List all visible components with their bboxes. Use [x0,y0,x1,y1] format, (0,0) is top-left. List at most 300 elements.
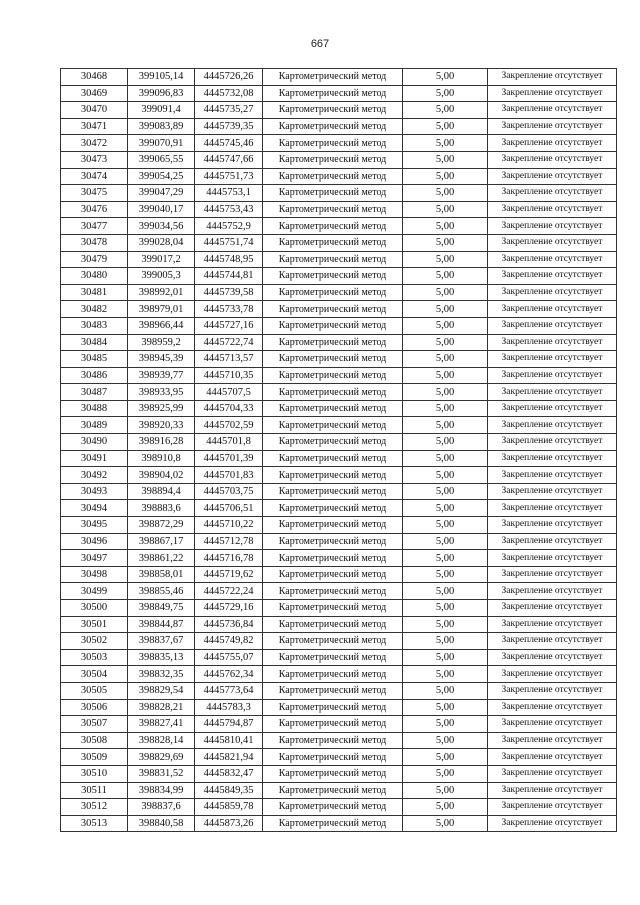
point-number-cell: 30501 [61,616,128,633]
x-coordinate-cell: 398828,14 [128,732,195,749]
y-coordinate-cell: 4445849,35 [195,782,263,799]
accuracy-cell: 5,00 [403,749,488,766]
method-cell: Картометрический метод [263,517,403,534]
x-coordinate-cell: 398920,33 [128,417,195,434]
method-cell: Картометрический метод [263,135,403,152]
point-number-cell: 30473 [61,151,128,168]
method-cell: Картометрический метод [263,633,403,650]
x-coordinate-cell: 399040,17 [128,201,195,218]
fixing-cell: Закрепление отсутствует [488,400,617,417]
y-coordinate-cell: 4445749,82 [195,633,263,650]
y-coordinate-cell: 4445832,47 [195,765,263,782]
x-coordinate-cell: 398883,6 [128,500,195,517]
table-row [61,583,617,600]
table-row [61,533,617,550]
point-number-cell: 30504 [61,666,128,683]
method-cell: Картометрический метод [263,583,403,600]
method-cell: Картометрический метод [263,616,403,633]
y-coordinate-cell: 4445747,66 [195,151,263,168]
point-number-cell: 30507 [61,716,128,733]
fixing-cell: Закрепление отсутствует [488,483,617,500]
point-number-cell: 30487 [61,384,128,401]
fixing-cell: Закрепление отсутствует [488,550,617,567]
fixing-cell: Закрепление отсутствует [488,799,617,816]
y-coordinate-cell: 4445745,46 [195,135,263,152]
x-coordinate-cell: 399083,89 [128,118,195,135]
table-row [61,566,617,583]
x-coordinate-cell: 398979,01 [128,301,195,318]
method-cell: Картометрический метод [263,666,403,683]
point-number-cell: 30480 [61,268,128,285]
table-row [61,218,617,235]
table-row [61,135,617,152]
x-coordinate-cell: 398835,13 [128,649,195,666]
point-number-cell: 30503 [61,649,128,666]
accuracy-cell: 5,00 [403,118,488,135]
table-row [61,301,617,318]
x-coordinate-cell: 398867,17 [128,533,195,550]
accuracy-cell: 5,00 [403,367,488,384]
table-row [61,251,617,268]
method-cell: Картометрический метод [263,600,403,617]
x-coordinate-cell: 399070,91 [128,135,195,152]
accuracy-cell: 5,00 [403,483,488,500]
point-number-cell: 30472 [61,135,128,152]
y-coordinate-cell: 4445821,94 [195,749,263,766]
x-coordinate-cell: 399065,55 [128,151,195,168]
fixing-cell: Закрепление отсутствует [488,367,617,384]
y-coordinate-cell: 4445701,8 [195,434,263,451]
accuracy-cell: 5,00 [403,732,488,749]
fixing-cell: Закрепление отсутствует [488,434,617,451]
table-row [61,517,617,534]
table-row [61,500,617,517]
point-number-cell: 30490 [61,434,128,451]
fixing-cell: Закрепление отсутствует [488,500,617,517]
table-row [61,682,617,699]
point-number-cell: 30470 [61,102,128,119]
table-row [61,666,617,683]
y-coordinate-cell: 4445704,33 [195,400,263,417]
accuracy-cell: 5,00 [403,151,488,168]
table-row [61,649,617,666]
point-number-cell: 30474 [61,168,128,185]
y-coordinate-cell: 4445722,74 [195,334,263,351]
method-cell: Картометрический метод [263,367,403,384]
fixing-cell: Закрепление отсутствует [488,749,617,766]
point-number-cell: 30475 [61,185,128,202]
method-cell: Картометрический метод [263,533,403,550]
accuracy-cell: 5,00 [403,85,488,102]
x-coordinate-cell: 399034,56 [128,218,195,235]
method-cell: Картометрический метод [263,351,403,368]
coordinates-table [60,68,617,832]
table-row [61,334,617,351]
y-coordinate-cell: 4445736,84 [195,616,263,633]
accuracy-cell: 5,00 [403,434,488,451]
accuracy-cell: 5,00 [403,600,488,617]
accuracy-cell: 5,00 [403,550,488,567]
point-number-cell: 30485 [61,351,128,368]
y-coordinate-cell: 4445710,35 [195,367,263,384]
y-coordinate-cell: 4445710,22 [195,517,263,534]
accuracy-cell: 5,00 [403,583,488,600]
table-row [61,450,617,467]
y-coordinate-cell: 4445732,08 [195,85,263,102]
method-cell: Картометрический метод [263,234,403,251]
y-coordinate-cell: 4445762,34 [195,666,263,683]
y-coordinate-cell: 4445712,78 [195,533,263,550]
x-coordinate-cell: 398992,01 [128,284,195,301]
method-cell: Картометрический метод [263,69,403,86]
fixing-cell: Закрепление отсутствует [488,517,617,534]
y-coordinate-cell: 4445739,35 [195,118,263,135]
table-row [61,118,617,135]
fixing-cell: Закрепление отсутствует [488,450,617,467]
x-coordinate-cell: 398837,67 [128,633,195,650]
table-row [61,168,617,185]
x-coordinate-cell: 398832,35 [128,666,195,683]
fixing-cell: Закрепление отсутствует [488,201,617,218]
point-number-cell: 30486 [61,367,128,384]
point-number-cell: 30497 [61,550,128,567]
accuracy-cell: 5,00 [403,69,488,86]
fixing-cell: Закрепление отсутствует [488,682,617,699]
fixing-cell: Закрепление отсутствует [488,633,617,650]
table-row [61,367,617,384]
y-coordinate-cell: 4445701,39 [195,450,263,467]
method-cell: Картометрический метод [263,450,403,467]
accuracy-cell: 5,00 [403,500,488,517]
fixing-cell: Закрепление отсутствует [488,268,617,285]
fixing-cell: Закрепление отсутствует [488,151,617,168]
accuracy-cell: 5,00 [403,699,488,716]
method-cell: Картометрический метод [263,284,403,301]
y-coordinate-cell: 4445706,51 [195,500,263,517]
y-coordinate-cell: 4445701,83 [195,467,263,484]
method-cell: Картометрический метод [263,268,403,285]
y-coordinate-cell: 4445773,64 [195,682,263,699]
y-coordinate-cell: 4445722,24 [195,583,263,600]
accuracy-cell: 5,00 [403,666,488,683]
method-cell: Картометрический метод [263,168,403,185]
y-coordinate-cell: 4445748,95 [195,251,263,268]
table-row [61,600,617,617]
fixing-cell: Закрепление отсутствует [488,384,617,401]
x-coordinate-cell: 398894,4 [128,483,195,500]
y-coordinate-cell: 4445751,74 [195,234,263,251]
table-row [61,317,617,334]
method-cell: Картометрический метод [263,483,403,500]
accuracy-cell: 5,00 [403,815,488,832]
y-coordinate-cell: 4445751,73 [195,168,263,185]
point-number-cell: 30468 [61,69,128,86]
table-row [61,268,617,285]
y-coordinate-cell: 4445739,58 [195,284,263,301]
method-cell: Картометрический метод [263,251,403,268]
x-coordinate-cell: 398945,39 [128,351,195,368]
table-row [61,749,617,766]
y-coordinate-cell: 4445707,5 [195,384,263,401]
x-coordinate-cell: 398861,22 [128,550,195,567]
x-coordinate-cell: 399005,3 [128,268,195,285]
accuracy-cell: 5,00 [403,566,488,583]
table-row [61,234,617,251]
accuracy-cell: 5,00 [403,251,488,268]
fixing-cell: Закрепление отсутствует [488,118,617,135]
y-coordinate-cell: 4445794,87 [195,716,263,733]
table-row [61,201,617,218]
table-row [61,185,617,202]
point-number-cell: 30505 [61,682,128,699]
method-cell: Картометрический метод [263,566,403,583]
accuracy-cell: 5,00 [403,334,488,351]
point-number-cell: 30492 [61,467,128,484]
y-coordinate-cell: 4445733,78 [195,301,263,318]
y-coordinate-cell: 4445735,27 [195,102,263,119]
fixing-cell: Закрепление отсутствует [488,417,617,434]
point-number-cell: 30508 [61,732,128,749]
x-coordinate-cell: 399047,29 [128,185,195,202]
table-row [61,616,617,633]
accuracy-cell: 5,00 [403,799,488,816]
table-row [61,633,617,650]
method-cell: Картометрический метод [263,417,403,434]
table-row [61,384,617,401]
fixing-cell: Закрепление отсутствует [488,218,617,235]
x-coordinate-cell: 398858,01 [128,566,195,583]
x-coordinate-cell: 399091,4 [128,102,195,119]
page-number: 667 [310,38,330,50]
accuracy-cell: 5,00 [403,201,488,218]
x-coordinate-cell: 398837,6 [128,799,195,816]
method-cell: Картометрический метод [263,384,403,401]
y-coordinate-cell: 4445752,9 [195,218,263,235]
point-number-cell: 30491 [61,450,128,467]
point-number-cell: 30488 [61,400,128,417]
table-row [61,550,617,567]
method-cell: Картометрический метод [263,699,403,716]
fixing-cell: Закрепление отсутствует [488,467,617,484]
x-coordinate-cell: 398828,21 [128,699,195,716]
x-coordinate-cell: 398831,52 [128,765,195,782]
point-number-cell: 30506 [61,699,128,716]
accuracy-cell: 5,00 [403,301,488,318]
method-cell: Картометрический метод [263,201,403,218]
point-number-cell: 30483 [61,317,128,334]
point-number-cell: 30494 [61,500,128,517]
table-row [61,782,617,799]
table-row [61,699,617,716]
table-row [61,815,617,832]
method-cell: Картометрический метод [263,765,403,782]
method-cell: Картометрический метод [263,102,403,119]
point-number-cell: 30499 [61,583,128,600]
fixing-cell: Закрепление отсутствует [488,666,617,683]
table-row [61,400,617,417]
x-coordinate-cell: 398939,77 [128,367,195,384]
table-body [61,69,617,832]
point-number-cell: 30496 [61,533,128,550]
accuracy-cell: 5,00 [403,400,488,417]
accuracy-cell: 5,00 [403,682,488,699]
table-row [61,716,617,733]
x-coordinate-cell: 398910,8 [128,450,195,467]
method-cell: Картометрический метод [263,118,403,135]
x-coordinate-cell: 399096,83 [128,85,195,102]
accuracy-cell: 5,00 [403,268,488,285]
accuracy-cell: 5,00 [403,533,488,550]
x-coordinate-cell: 398844,87 [128,616,195,633]
fixing-cell: Закрепление отсутствует [488,566,617,583]
accuracy-cell: 5,00 [403,135,488,152]
y-coordinate-cell: 4445753,43 [195,201,263,218]
table-row [61,85,617,102]
method-cell: Картометрический метод [263,716,403,733]
accuracy-cell: 5,00 [403,467,488,484]
x-coordinate-cell: 398840,58 [128,815,195,832]
accuracy-cell: 5,00 [403,317,488,334]
point-number-cell: 30502 [61,633,128,650]
y-coordinate-cell: 4445716,78 [195,550,263,567]
accuracy-cell: 5,00 [403,716,488,733]
y-coordinate-cell: 4445727,16 [195,317,263,334]
fixing-cell: Закрепление отсутствует [488,334,617,351]
method-cell: Картометрический метод [263,85,403,102]
accuracy-cell: 5,00 [403,633,488,650]
fixing-cell: Закрепление отсутствует [488,301,617,318]
table-row [61,483,617,500]
accuracy-cell: 5,00 [403,782,488,799]
fixing-cell: Закрепление отсутствует [488,351,617,368]
accuracy-cell: 5,00 [403,284,488,301]
x-coordinate-cell: 398827,41 [128,716,195,733]
point-number-cell: 30484 [61,334,128,351]
method-cell: Картометрический метод [263,749,403,766]
accuracy-cell: 5,00 [403,616,488,633]
accuracy-cell: 5,00 [403,649,488,666]
fixing-cell: Закрепление отсутствует [488,284,617,301]
method-cell: Картометрический метод [263,467,403,484]
fixing-cell: Закрепление отсутствует [488,185,617,202]
table-row [61,151,617,168]
method-cell: Картометрический метод [263,218,403,235]
point-number-cell: 30498 [61,566,128,583]
method-cell: Картометрический метод [263,550,403,567]
point-number-cell: 30471 [61,118,128,135]
x-coordinate-cell: 398925,99 [128,400,195,417]
fixing-cell: Закрепление отсутствует [488,135,617,152]
point-number-cell: 30513 [61,815,128,832]
table-row [61,467,617,484]
y-coordinate-cell: 4445783,3 [195,699,263,716]
fixing-cell: Закрепление отсутствует [488,317,617,334]
point-number-cell: 30482 [61,301,128,318]
table-row [61,351,617,368]
y-coordinate-cell: 4445713,57 [195,351,263,368]
method-cell: Картометрический метод [263,301,403,318]
accuracy-cell: 5,00 [403,218,488,235]
point-number-cell: 30493 [61,483,128,500]
x-coordinate-cell: 398959,2 [128,334,195,351]
table-row [61,765,617,782]
x-coordinate-cell: 398855,46 [128,583,195,600]
method-cell: Картометрический метод [263,815,403,832]
x-coordinate-cell: 398933,95 [128,384,195,401]
y-coordinate-cell: 4445719,62 [195,566,263,583]
method-cell: Картометрический метод [263,799,403,816]
x-coordinate-cell: 398829,54 [128,682,195,699]
table-row [61,799,617,816]
fixing-cell: Закрепление отсутствует [488,716,617,733]
fixing-cell: Закрепление отсутствует [488,533,617,550]
point-number-cell: 30511 [61,782,128,799]
method-cell: Картометрический метод [263,334,403,351]
fixing-cell: Закрепление отсутствует [488,251,617,268]
y-coordinate-cell: 4445729,16 [195,600,263,617]
method-cell: Картометрический метод [263,649,403,666]
x-coordinate-cell: 398904,02 [128,467,195,484]
x-coordinate-cell: 398966,44 [128,317,195,334]
fixing-cell: Закрепление отсутствует [488,234,617,251]
point-number-cell: 30510 [61,765,128,782]
table-row [61,732,617,749]
accuracy-cell: 5,00 [403,168,488,185]
fixing-cell: Закрепление отсутствует [488,765,617,782]
x-coordinate-cell: 399017,2 [128,251,195,268]
point-number-cell: 30477 [61,218,128,235]
fixing-cell: Закрепление отсутствует [488,168,617,185]
fixing-cell: Закрепление отсутствует [488,699,617,716]
table-row [61,284,617,301]
point-number-cell: 30489 [61,417,128,434]
point-number-cell: 30512 [61,799,128,816]
method-cell: Картометрический метод [263,682,403,699]
y-coordinate-cell: 4445744,81 [195,268,263,285]
y-coordinate-cell: 4445810,41 [195,732,263,749]
fixing-cell: Закрепление отсутствует [488,616,617,633]
x-coordinate-cell: 399054,25 [128,168,195,185]
y-coordinate-cell: 4445726,26 [195,69,263,86]
y-coordinate-cell: 4445873,26 [195,815,263,832]
x-coordinate-cell: 398916,28 [128,434,195,451]
accuracy-cell: 5,00 [403,450,488,467]
table-row [61,102,617,119]
method-cell: Картометрический метод [263,782,403,799]
point-number-cell: 30495 [61,517,128,534]
table-row [61,417,617,434]
method-cell: Картометрический метод [263,317,403,334]
y-coordinate-cell: 4445859,78 [195,799,263,816]
y-coordinate-cell: 4445703,75 [195,483,263,500]
method-cell: Картометрический метод [263,151,403,168]
fixing-cell: Закрепление отсутствует [488,732,617,749]
x-coordinate-cell: 398849,75 [128,600,195,617]
x-coordinate-cell: 398829,69 [128,749,195,766]
method-cell: Картометрический метод [263,400,403,417]
accuracy-cell: 5,00 [403,102,488,119]
point-number-cell: 30479 [61,251,128,268]
x-coordinate-cell: 399105,14 [128,69,195,86]
point-number-cell: 30469 [61,85,128,102]
table-row [61,69,617,86]
fixing-cell: Закрепление отсутствует [488,649,617,666]
y-coordinate-cell: 4445702,59 [195,417,263,434]
table-row [61,434,617,451]
accuracy-cell: 5,00 [403,351,488,368]
fixing-cell: Закрепление отсутствует [488,782,617,799]
fixing-cell: Закрепление отсутствует [488,69,617,86]
